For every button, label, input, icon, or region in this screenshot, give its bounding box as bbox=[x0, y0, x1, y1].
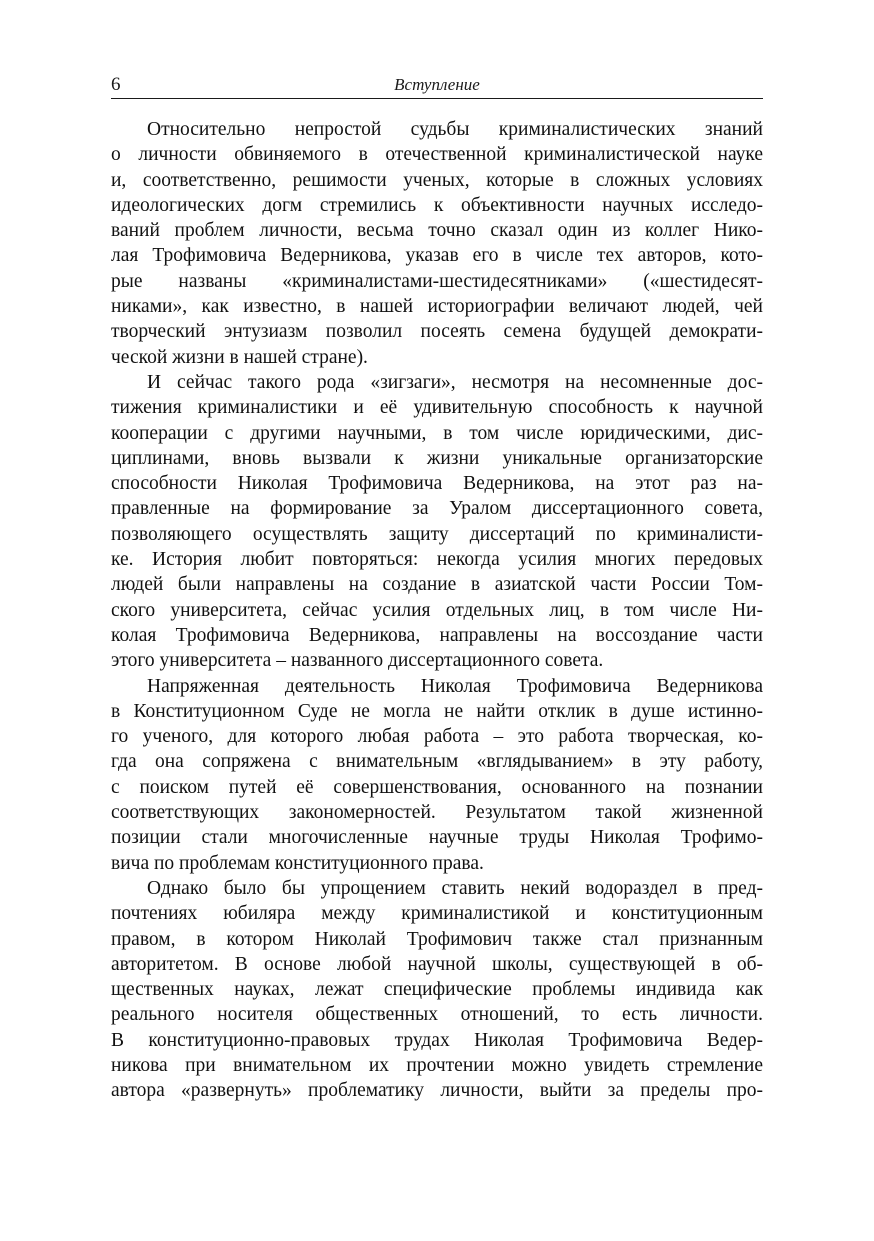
paragraph bbox=[111, 117, 763, 370]
paragraph bbox=[111, 876, 763, 1104]
text-line: позволяющего осуществлять защиту диссертаций по криминалисти- bbox=[111, 523, 763, 545]
text-line: никами», как известно, в нашей историографии величают людей, чей bbox=[111, 296, 763, 318]
text-line: го ученого, для которого любая работа – это работа творческая, ко- bbox=[111, 726, 763, 748]
text-line: циплинами, вновь вызвали к жизни уникальные организаторские bbox=[111, 447, 763, 469]
text-line: тижения криминалистики и её удивительную способность к научной bbox=[111, 397, 763, 419]
text-line: никова при внимательном их прочтении можно увидеть стремление bbox=[111, 1054, 763, 1076]
text-line: этого университета – названного диссертационного совета. bbox=[111, 650, 604, 672]
text-line: ческой жизни в нашей стране). bbox=[111, 346, 368, 368]
text-line: В конституционно-правовых трудах Николая Трофимовича Ведер- bbox=[111, 1029, 763, 1051]
text-line: авторитетом. В основе любой научной школы, существующей в об- bbox=[111, 953, 763, 975]
text-line: позиции стали многочисленные научные труды Николая Трофимо- bbox=[111, 827, 763, 849]
running-header bbox=[111, 72, 763, 99]
text-line: способности Николая Трофимовича Ведерникова, на этот раз на- bbox=[111, 473, 763, 495]
text-line: почтениях юбиляра между криминалистикой и конституционным bbox=[111, 903, 763, 925]
text-line: о личности обвиняемого в отечественной криминалистической науке bbox=[111, 144, 763, 166]
text-line: Однако было бы упрощением ставить некий водораздел в пред- bbox=[147, 877, 763, 899]
text-line: людей были направлены на создание в азиатской части России Том- bbox=[111, 574, 763, 596]
section-title: Вступление bbox=[394, 75, 480, 94]
text-line: с поиском путей её совершенствования, основанного на познании bbox=[111, 776, 763, 798]
text-line: лая Трофимовича Ведерникова, указав его в числе тех авторов, кото- bbox=[111, 245, 763, 267]
text-line: соответствующих закономерностей. Результатом такой жизненной bbox=[111, 802, 763, 824]
text-line: и, соответственно, решимости ученых, которые в сложных условиях bbox=[111, 169, 763, 191]
paragraph bbox=[111, 674, 763, 876]
text-line: рые названы «криминалистами-шестидесятниками» («шестидесят- bbox=[111, 270, 763, 292]
text-line: правленные на формирование за Уралом диссертационного совета, bbox=[111, 498, 763, 520]
text-line: автора «развернуть» проблематику личности, выйти за пределы про- bbox=[111, 1080, 763, 1102]
text-line: правом, в котором Николай Трофимович также стал признанным bbox=[111, 928, 763, 950]
text-line: ского университета, сейчас усилия отдельных лиц, в том числе Ни- bbox=[111, 599, 763, 621]
text-line: Напряженная деятельность Николая Трофимовича Ведерникова bbox=[147, 675, 763, 697]
paragraph bbox=[111, 370, 763, 674]
text-line: колая Трофимовича Ведерникова, направлены на воссоздание части bbox=[111, 624, 763, 646]
text-line: Относительно непростой судьбы криминалистических знаний bbox=[147, 119, 763, 140]
text-line: ваний проблем личности, весьма точно сказал один из коллег Нико- bbox=[111, 220, 763, 242]
text-line: идеологических догм стремились к объективности научных исследо- bbox=[111, 194, 763, 216]
text-line: творческий энтузиазм позволил посеять семена будущей демократи- bbox=[111, 321, 763, 343]
text-line: вича по проблемам конституционного права. bbox=[111, 852, 484, 874]
body-text bbox=[111, 117, 763, 1104]
page-number: 6 bbox=[111, 74, 121, 95]
text-line: И сейчас такого рода «зигзаги», несмотря на несомненные дос- bbox=[147, 371, 763, 393]
text-line: реального носителя общественных отношений, то есть личности. bbox=[111, 1004, 763, 1026]
text-line: гда она сопряжена с внимательным «вглядыванием» в эту работу, bbox=[111, 751, 763, 773]
text-line: щественных науках, лежат специфические проблемы индивида как bbox=[111, 979, 763, 1001]
text-line: в Конституционном Суде не могла не найти отклик в душе истинно- bbox=[111, 700, 763, 722]
text-line: кооперации с другими научными, в том числе юридическими, дис- bbox=[111, 422, 763, 444]
text-line: ке. История любит повторяться: некогда усилия многих передовых bbox=[111, 549, 763, 571]
